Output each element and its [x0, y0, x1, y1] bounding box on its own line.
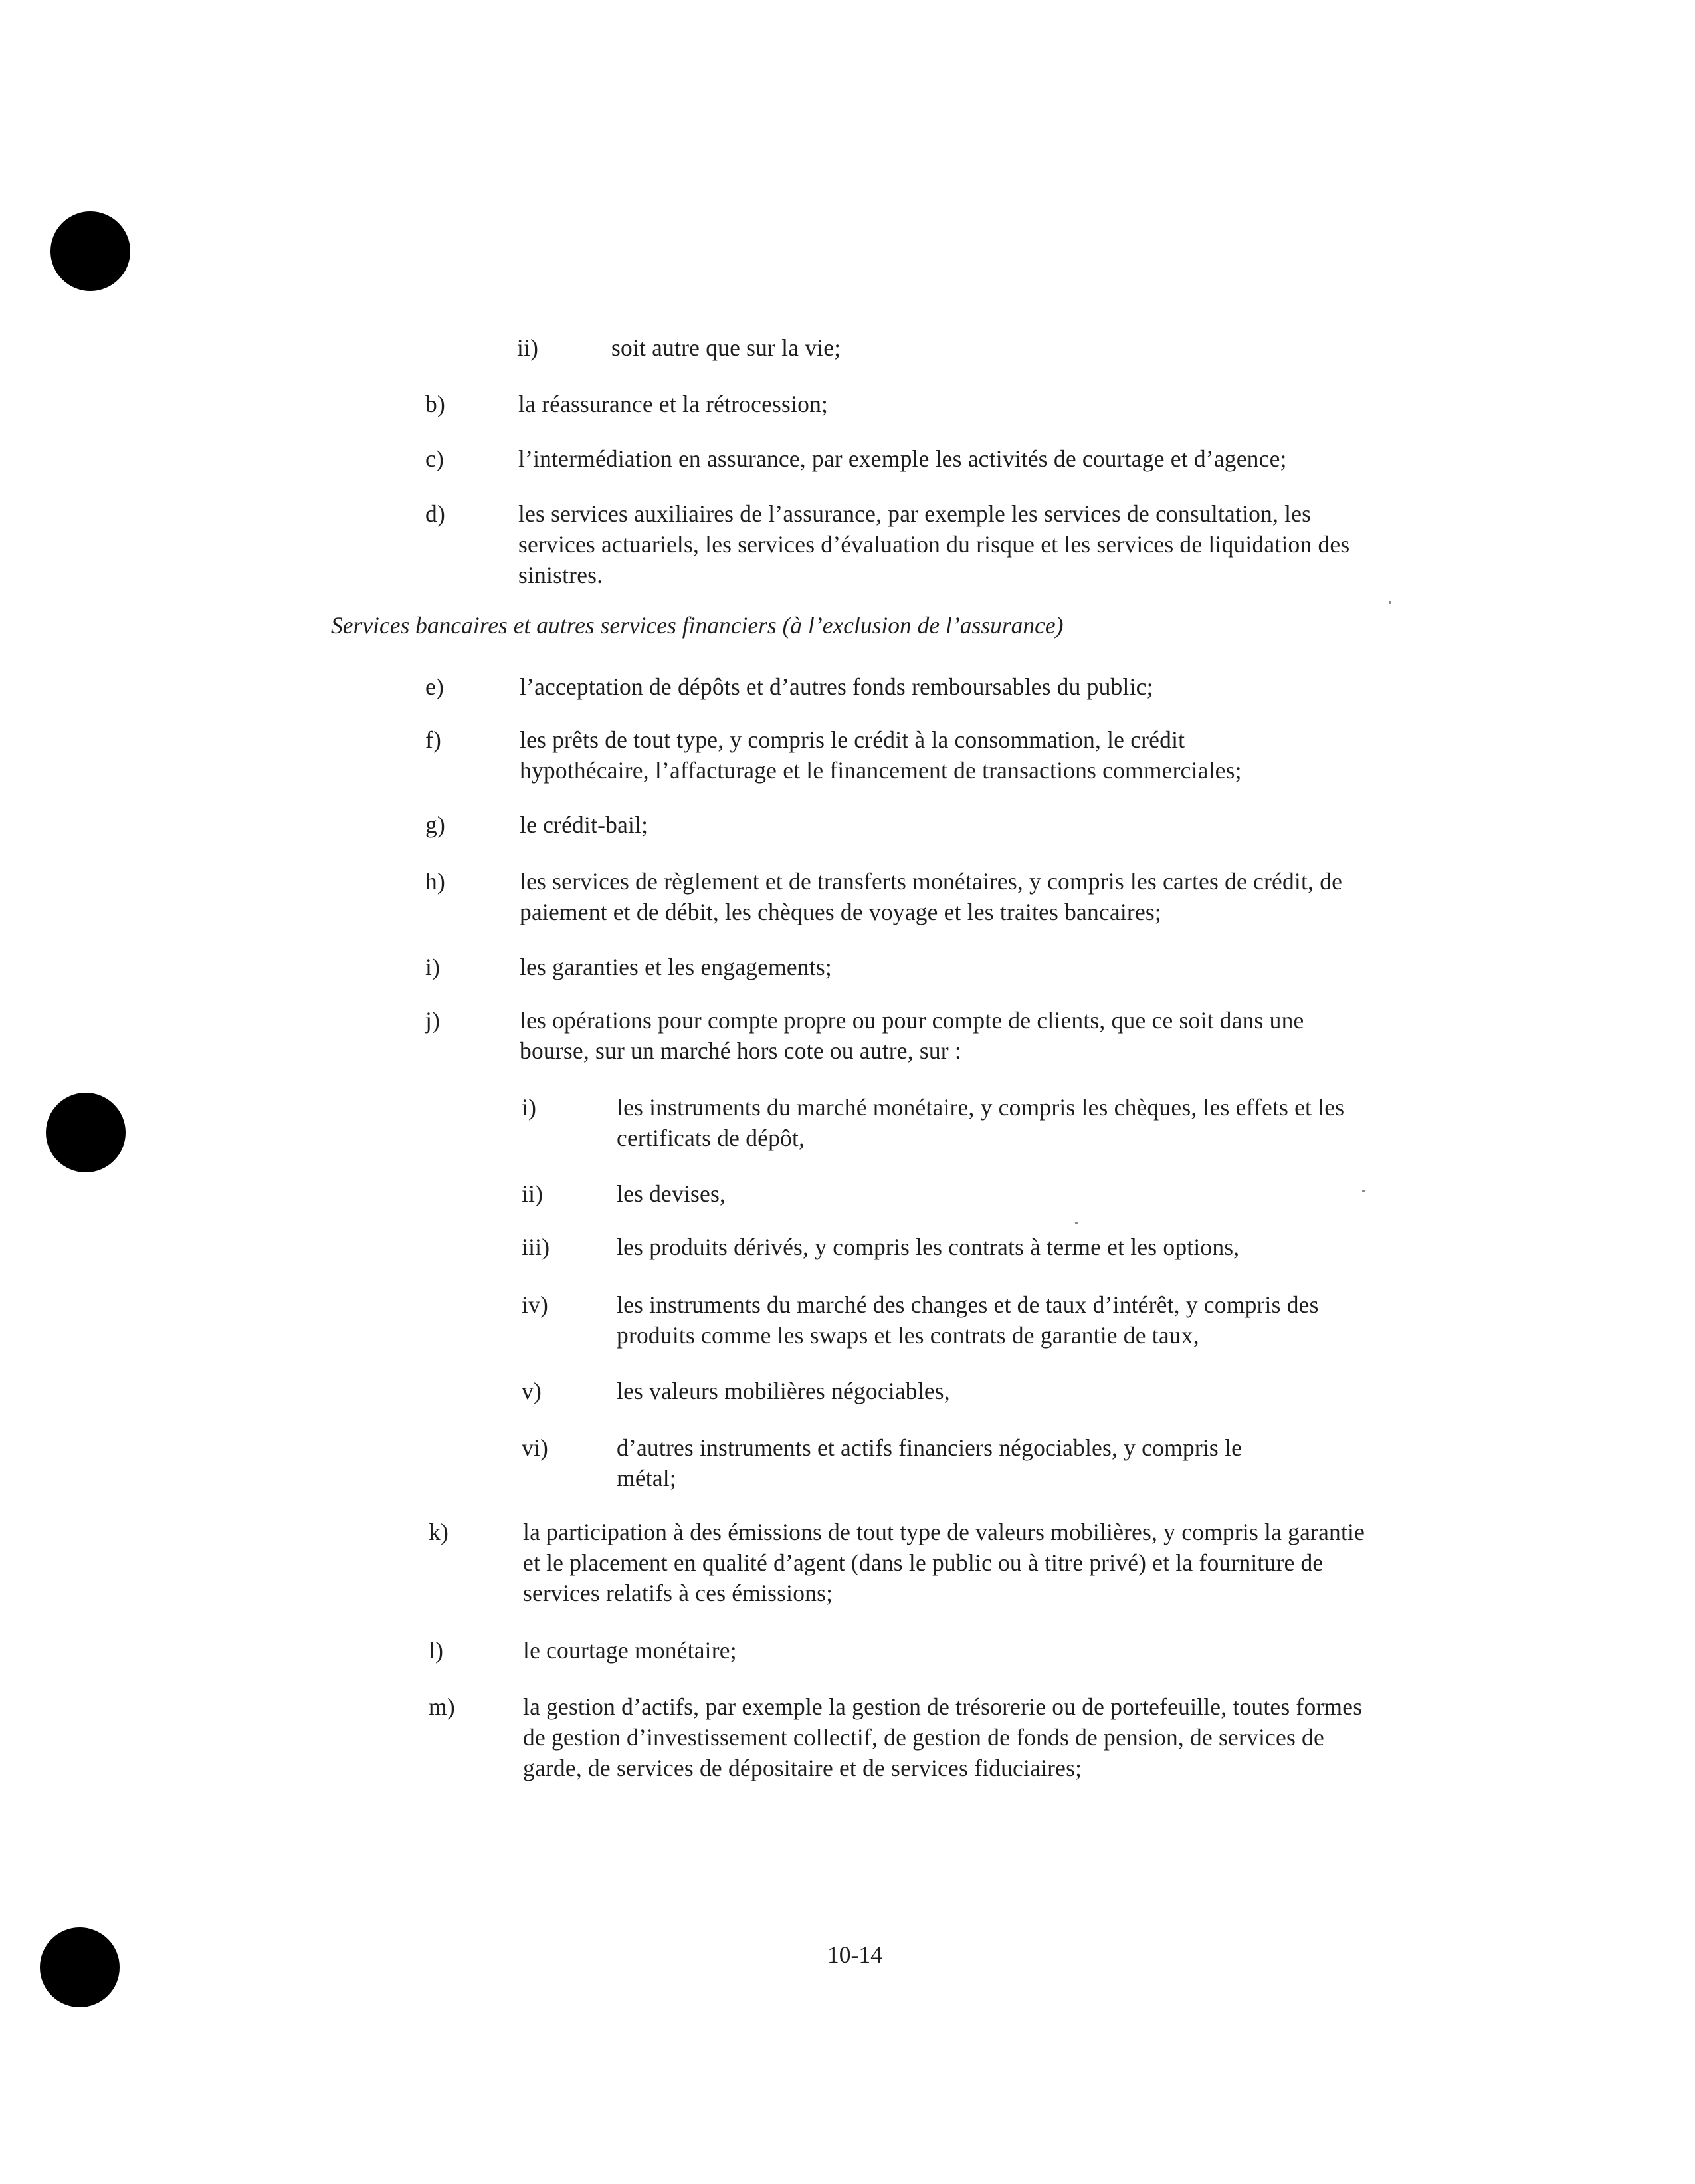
item-label: f) [425, 726, 442, 753]
punch-hole-top [50, 211, 130, 291]
item-text: l’acceptation de dépôts et d’autres fonds remboursables du public; [520, 673, 1153, 700]
punch-hole-middle [46, 1093, 126, 1172]
item-text: soit autre que sur la vie; [611, 334, 841, 361]
item-text: les devises, [617, 1180, 726, 1207]
item-text: les garanties et les engagements; [520, 954, 832, 980]
scan-speck [1362, 1190, 1365, 1192]
item-label: h) [425, 868, 445, 895]
item-label: l) [429, 1637, 444, 1664]
item-text: l’intermédiation en assurance, par exemple les activités de courtage et d’agence; [518, 445, 1287, 472]
item-label: e) [425, 673, 444, 700]
section-heading: Services bancaires et autres services financiers (à l’exclusion de l’assurance) [331, 612, 1064, 639]
item-label: m) [429, 1693, 455, 1720]
item-text: les instruments du marché monétaire, y compris les chèques, les effets et les certificats de dépôt, [617, 1094, 1345, 1151]
item-text: la réassurance et la rétrocession; [518, 391, 829, 417]
item-text: la gestion d’actifs, par exemple la gestion de trésorerie ou de portefeuille, toutes formes de gestion d’investissement collectif, de gestion de fonds de pension, de services de garde, de services de dépositaire et de services fiduciaires; [523, 1693, 1363, 1781]
item-text: les valeurs mobilières négociables, [617, 1378, 950, 1404]
item-text: le crédit-bail; [520, 812, 648, 838]
item-text: les opérations pour compte propre ou pour compte de clients, que ce soit dans une bourse, sur un marché hors cote ou autre, sur : [520, 1007, 1304, 1064]
item-text: les produits dérivés, y compris les contrats à terme et les options, [617, 1234, 1240, 1260]
item-label: b) [425, 391, 445, 417]
item-label: k) [429, 1519, 449, 1545]
item-text: la participation à des émissions de tout type de valeurs mobilières, y compris la garantie et le placement en qualité d’agent (dans le public ou à titre privé) et la fourniture de services relatifs à ces émissions; [523, 1519, 1365, 1606]
item-label: j) [425, 1007, 441, 1034]
item-text: les prêts de tout type, y compris le crédit à la consommation, le crédit hypothécaire, l’affacturage et le financement de transactions commerciales; [520, 726, 1242, 784]
item-text: les instruments du marché des changes et de taux d’intérêt, y compris des produits comme les swaps et les contrats de garantie de taux, [617, 1291, 1319, 1349]
item-label: ii) [522, 1180, 544, 1207]
item-label: iii) [522, 1234, 550, 1260]
item-text: le courtage monétaire; [523, 1637, 737, 1664]
item-label: ii) [517, 334, 539, 361]
item-text: les services de règlement et de transferts monétaires, y compris les cartes de crédit, de paiement et de débit, les chèques de voyage et les traites bancaires; [520, 868, 1343, 925]
item-label: c) [425, 445, 444, 472]
item-text: d’autres instruments et actifs financiers négociables, y compris le métal; [617, 1434, 1243, 1491]
item-label: v) [522, 1378, 542, 1404]
item-text: les services auxiliaires de l’assurance, par exemple les services de consultation, les services actuariels, les services d’évaluation du risque et les services de liquidation des sinistres. [518, 500, 1350, 588]
item-label: g) [425, 812, 445, 838]
item-label: i) [425, 954, 441, 980]
item-label: d) [425, 500, 445, 527]
item-label: iv) [522, 1291, 549, 1318]
page-number: 10-14 [827, 1941, 882, 1968]
item-label: i) [522, 1094, 537, 1121]
scan-speck [1389, 601, 1391, 604]
item-label: vi) [522, 1434, 549, 1461]
scan-speck [1075, 1222, 1078, 1224]
punch-hole-bottom [40, 1927, 120, 2007]
